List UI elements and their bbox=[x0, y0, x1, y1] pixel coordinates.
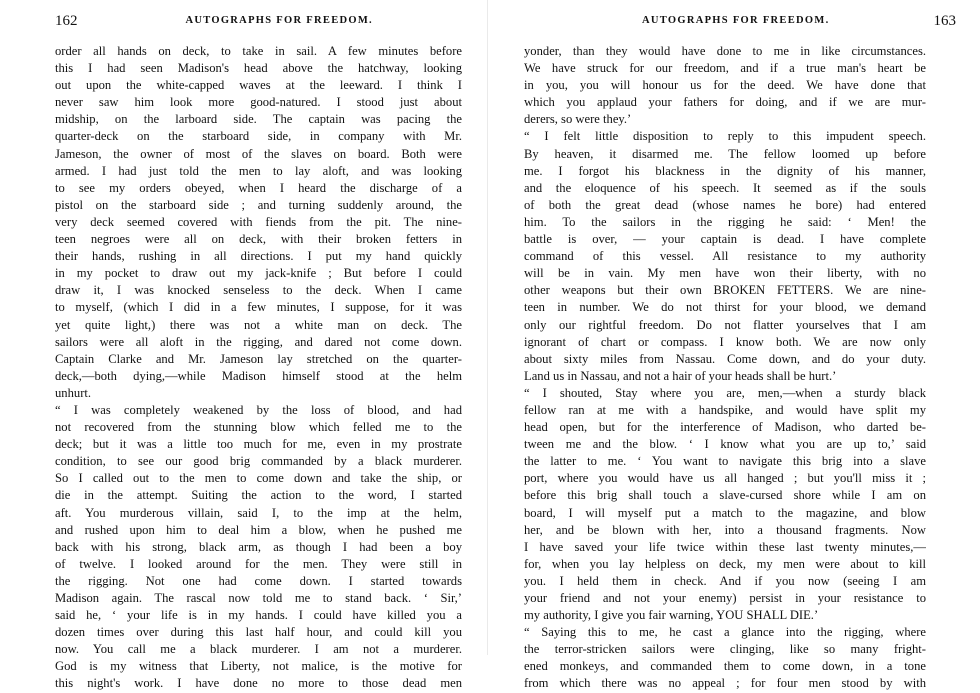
text-line: back with his strong, black arm, as though I had been a boy bbox=[55, 539, 462, 554]
text-line: “ I shouted, Stay where you are, men,—when a sturdy black bbox=[524, 385, 926, 400]
text-line: and rushed upon him to deal him a blow, when he pushed me bbox=[55, 522, 462, 537]
text-line: only our rightful freedom. Do not flatter yourselves that I am bbox=[524, 317, 926, 332]
left-page bbox=[0, 0, 490, 691]
text-line: “ I was completely weakened by the loss of blood, and had bbox=[55, 402, 462, 417]
text-line: ened monkeys, and commanded them to come down, in a tone bbox=[524, 659, 926, 674]
text-line: Madison again. The rascal now told me to stand back. ‘ Sir,’ bbox=[55, 591, 462, 605]
right-running-title: AUTOGRAPHS FOR FREEDOM. bbox=[642, 15, 830, 26]
text-line: for, when you lay helpless on deck, my men were about to kill bbox=[524, 556, 926, 571]
text-line: dozen times over during this last half hour, and could kill you bbox=[55, 625, 462, 640]
text-line: derers, so were they.’ bbox=[524, 112, 632, 127]
text-line: unhurt. bbox=[55, 385, 92, 400]
text-line: and the eloquence of his speech. It seemed as if the souls bbox=[524, 180, 926, 195]
text-line: very deck seemed covered with fiends from the pit. The nine- bbox=[55, 214, 462, 229]
text-line: Jameson, the owner of most of the slaves on board. Both were bbox=[55, 146, 462, 161]
text-line: out upon the white-capped waves at the leeward. I think I bbox=[55, 78, 462, 93]
text-line: before this brig shall touch a slave-cursed shore while I am on bbox=[524, 488, 926, 503]
text-line: “ I felt little disposition to reply to this impudent speech. bbox=[524, 129, 926, 144]
text-line: you. I held them in check. And if you now (seeing I am bbox=[524, 573, 926, 588]
text-line: fellow ran at me with a handspike, and would have split my bbox=[524, 402, 926, 417]
right-running-head bbox=[530, 13, 956, 33]
text-line: deck,—both dying,—while Madison himself stood at the helm bbox=[55, 368, 462, 383]
text-line: Land us in Nassau, and not a hair of your heads shall be hurt.’ bbox=[524, 368, 837, 383]
text-line: command of this vessel. All resistance to my authority bbox=[524, 249, 926, 264]
text-line: teen in number. We do not thirst for your blood, we demand bbox=[524, 300, 926, 315]
text-line: in my pocket to draw out my jack-knife ; But before I could bbox=[55, 266, 462, 281]
text-line: teen negroes were all on deck, with their broken fetters in bbox=[55, 232, 462, 247]
text-line: this night's work. I have done no more to those dead men bbox=[55, 676, 462, 691]
text-line: die in the attempt. Suiting the action to the word, I started bbox=[55, 488, 462, 503]
text-line: battle is over, — your captain is dead. I have complete bbox=[524, 232, 926, 247]
text-line: this I had seen Madison's head above the hatchway, looking bbox=[55, 61, 462, 76]
text-line: her, and be blown with her, into a thousand fragments. Now bbox=[524, 522, 926, 537]
text-line: never saw him look more good-natured. I stood just about bbox=[55, 95, 462, 110]
text-line: board, I will myself put a match to the magazine, and blow bbox=[524, 505, 926, 520]
text-line: draw it, I was knocked senseless to the deck. When I came bbox=[55, 283, 462, 298]
text-line: So I called out to the men to come down and take the ship, or bbox=[55, 471, 462, 486]
text-line: about sixty miles from Nassau. Come down, and do your duty. bbox=[524, 351, 926, 366]
text-line: ignorant of chart or compass. I know both. We are now only bbox=[524, 334, 926, 349]
text-line: now. You call me a black murderer. I am not a murderer. bbox=[55, 642, 462, 657]
text-line: sailors were all aloft in the rigging, and dared not come down. bbox=[55, 334, 462, 349]
left-page-text bbox=[55, 43, 462, 693]
text-line: Captain Clarke and Mr. Jameson lay stretched on the quarter- bbox=[55, 351, 462, 366]
gutter bbox=[487, 0, 488, 655]
text-line: yet quite light,) there was not a white man on deck. The bbox=[55, 317, 462, 332]
left-running-title: AUTOGRAPHS FOR FREEDOM. bbox=[185, 15, 373, 26]
right-page-text bbox=[524, 43, 926, 693]
left-page-number: 162 bbox=[55, 13, 78, 29]
right-page-number: 163 bbox=[933, 13, 956, 29]
text-line: your friend and not your enemy) persist in your resistance to bbox=[524, 591, 926, 605]
text-line: tween me and the blow. ‘ I know what you are up to,’ said bbox=[524, 437, 926, 452]
text-line: yonder, than they would have done to me in like circumstances. bbox=[524, 44, 926, 58]
text-line: will be in vain. My men have won their liberty, with no bbox=[524, 266, 926, 281]
text-line: in you, you will honour us for the deed. We have done that bbox=[524, 78, 926, 93]
text-line: By heaven, it disarmed me. The fellow loomed up before bbox=[524, 146, 926, 161]
text-line: him. To the sailors in the rigging he said: ‘ Men! the bbox=[524, 214, 926, 229]
text-line: the rigging. Not one had come down. I started towards bbox=[55, 573, 462, 588]
text-line: said he, ‘ your life is in my hands. I could have killed you a bbox=[55, 608, 462, 623]
text-line: to see my orders obeyed, when I heard the discharge of a bbox=[55, 180, 462, 195]
text-line: of both the great dead (whose names he bore) had entered bbox=[524, 197, 926, 212]
text-line: armed. I had just told the men to lay aloft, and was looking bbox=[55, 163, 462, 178]
left-running-head bbox=[55, 13, 465, 33]
text-line: midship, on the larboard side. The captain was pacing the bbox=[55, 112, 462, 127]
text-line: which you applaud your fathers for doing, and if we are mur- bbox=[524, 95, 926, 110]
text-line: “ Saying this to me, he cast a glance into the rigging, where bbox=[524, 625, 926, 640]
text-line: aft. You murderous villain, said I, to the imp at the helm, bbox=[55, 505, 462, 520]
text-line: me. I forgot his blackness in the dignity of his manner, bbox=[524, 163, 926, 178]
text-line: the latter to me. ‘ You want to navigate this brig into a slave bbox=[524, 454, 926, 469]
text-line: I have saved your life twice within these last twenty minutes,— bbox=[524, 539, 926, 554]
right-page bbox=[490, 0, 980, 691]
text-line: head open, but for the interference of Madison, who darted be- bbox=[524, 420, 926, 435]
text-line: their hands, rushing in all directions. I put my hand quickly bbox=[55, 249, 462, 264]
text-line: the terror-stricken sailors were clinging, like so many fright- bbox=[524, 642, 926, 657]
text-line: order all hands on deck, to take in sail. A few minutes before bbox=[55, 44, 462, 58]
text-line: my authority, I give you fair warning, YOU SHALL DIE.’ bbox=[524, 608, 819, 623]
text-line: other weapons but their own BROKEN FETTERS. We are nine- bbox=[524, 283, 926, 298]
text-line: deck; but it was a little too much for me, even in my prostrate bbox=[55, 437, 462, 452]
text-line: pistol on the starboard side ; and turning suddenly around, the bbox=[55, 197, 462, 212]
text-line: of twelve. I looked around for the men. They were still in bbox=[55, 556, 462, 571]
text-line: from which there was no appeal ; for four men stood by with bbox=[524, 676, 926, 691]
text-line: We have struck for our freedom, and if a true man's heart be bbox=[524, 61, 926, 76]
text-line: quarter-deck on the starboard side, in company with Mr. bbox=[55, 129, 462, 144]
text-line: not recovered from the stunning blow which felled me to the bbox=[55, 420, 462, 435]
text-line: to myself, (which I did in a few minutes, I suppose, for it was bbox=[55, 300, 462, 315]
text-line: port, where you would have us all hanged ; but you'll miss it ; bbox=[524, 471, 926, 486]
text-line: God is my witness that Liberty, not malice, is the motive for bbox=[55, 659, 462, 674]
text-line: condition, to see our good brig commanded by a black murderer. bbox=[55, 454, 462, 469]
